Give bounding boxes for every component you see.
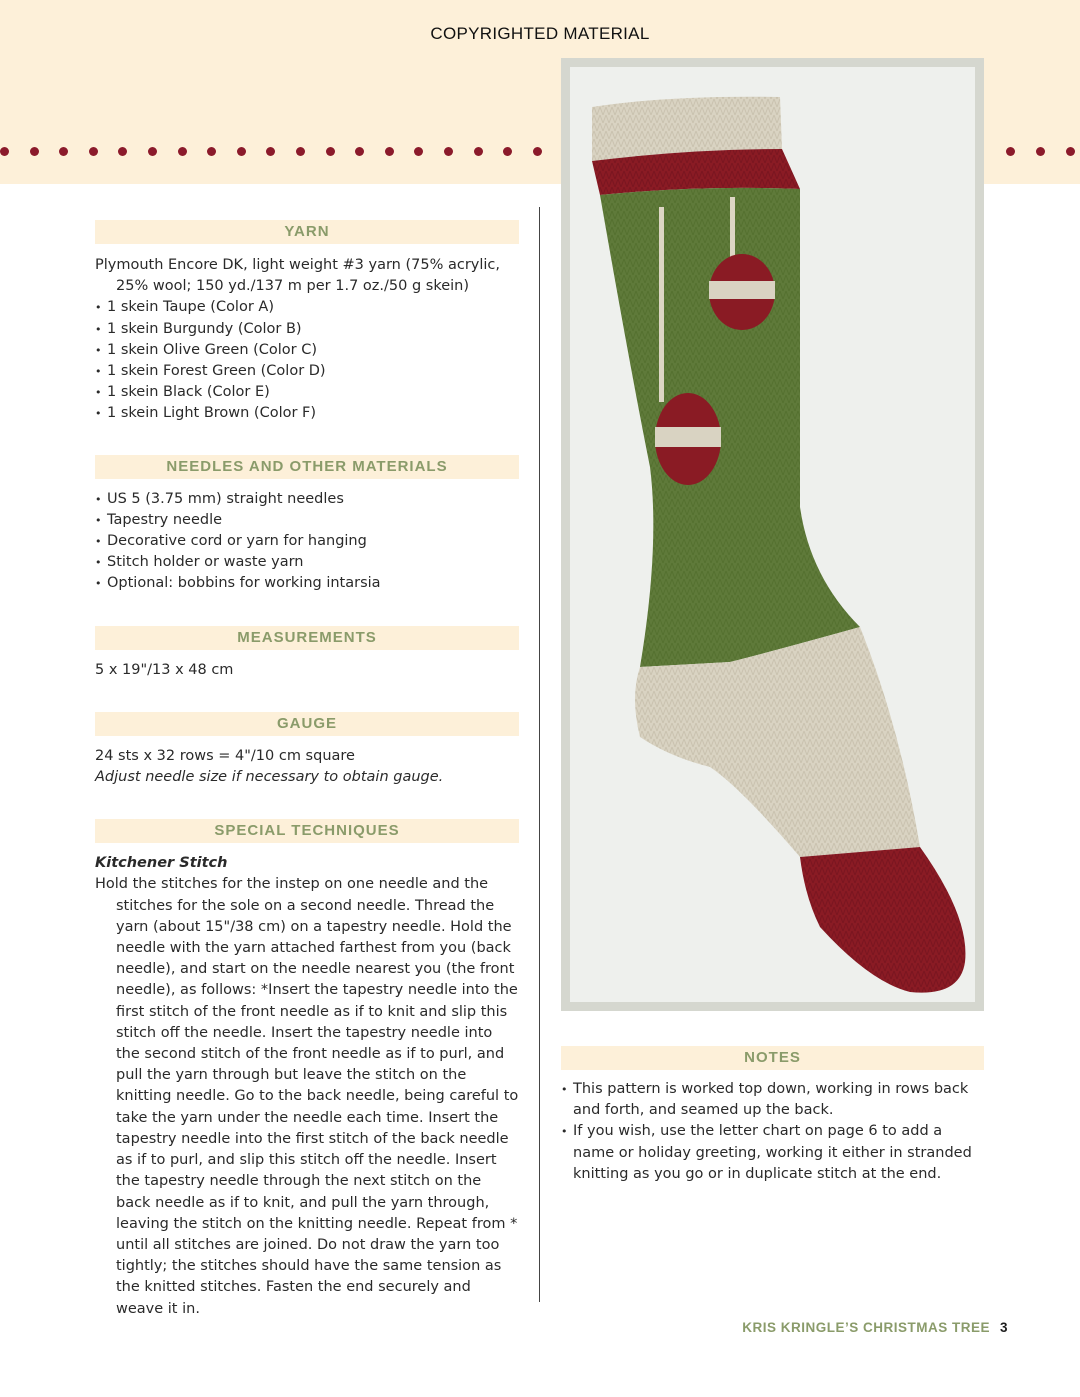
dot (237, 147, 246, 156)
section-heading-gauge: GAUGE (95, 712, 519, 736)
list-item: • 1 skein Burgundy (Color B) (95, 319, 519, 340)
page-footer (742, 1320, 1008, 1335)
footer-title: KRIS KRINGLE’S CHRISTMAS TREE (742, 1320, 990, 1335)
gauge-text: 24 sts x 32 rows = 4"/10 cm square (95, 747, 355, 764)
list-item: • 1 skein Forest Green (Color D) (95, 361, 519, 382)
list-item: • 1 skein Light Brown (Color F) (95, 403, 519, 424)
dot (59, 147, 68, 156)
list-item: • US 5 (3.75 mm) straight needles (95, 489, 519, 510)
dot (1036, 147, 1045, 156)
section-heading-needles: NEEDLES AND OTHER MATERIALS (95, 455, 519, 479)
needles-list (95, 489, 519, 595)
dot (474, 147, 483, 156)
gauge-note: Adjust needle size if necessary to obtain gauge. (95, 769, 444, 786)
dot (296, 147, 305, 156)
list-item: • 1 skein Olive Green (Color C) (95, 340, 519, 361)
stocking-photo-frame (561, 58, 984, 1011)
dot (444, 147, 453, 156)
column-divider (539, 207, 540, 1302)
technique-instructions: Hold the stitches for the instep on one needle and the stitches for the sole on a second needle. Thread the yarn (about 15"/38 cm) on a tapestry needle. Hold the needle with the yarn attached farthest from you (back needle), and start on the needle nearest you (the front needle), as follows: *Insert the tapestry needle into the first stitch of the front needle as if to knit and slip this stitch off the needle. Insert the tapestry needle into the second stitch of the front needle as if to purl, and pull the yarn through but leave the stitch on the knitting needle. Go to the back needle, being careful to take the yarn under the needle each time. Insert the tapestry needle into the first stitch of the back needle as if to purl, and slip this stitch off the needle. Insert the tapestry needle through the next stitch on the back needle as if to knit, and pull the yarn through, leaving the stitch on the knitting needle. Repeat from * until all stitches are joined. Do not draw the yarn too tightly; the stitches should have the same tension as the knitted stitches. Fasten the end securely and weave it in. (95, 876, 519, 1317)
stocking-photo (570, 67, 975, 1002)
list-item: • Decorative cord or yarn for hanging (95, 531, 519, 552)
dot (1006, 147, 1015, 156)
dot (30, 147, 39, 156)
left-column (95, 220, 519, 1320)
copyright-notice: COPYRIGHTED MATERIAL (430, 24, 650, 43)
technique-subtitle: Kitchener Stitch (95, 855, 228, 872)
page-number: 3 (999, 1320, 1008, 1335)
dot (0, 147, 9, 156)
measurements-text: 5 x 19"/13 x 48 cm (95, 661, 234, 678)
list-item: • 1 skein Taupe (Color A) (95, 297, 519, 318)
list-item: • This pattern is worked top down, working in rows back and forth, and seamed up the back. (561, 1079, 984, 1121)
list-item: • Tapestry needle (95, 510, 519, 531)
list-item: • 1 skein Black (Color E) (95, 382, 519, 403)
dot (533, 147, 542, 156)
section-heading-measurements: MEASUREMENTS (95, 626, 519, 650)
list-item: • Stitch holder or waste yarn (95, 552, 519, 573)
dot (148, 147, 157, 156)
list-item: • Optional: bobbins for working intarsia (95, 573, 519, 594)
notes-list (561, 1079, 984, 1185)
dot (266, 147, 275, 156)
dot (1066, 147, 1075, 156)
dot (207, 147, 216, 156)
dot (355, 147, 364, 156)
yarn-list (95, 297, 519, 424)
section-heading-special-techniques: SPECIAL TECHNIQUES (95, 819, 519, 843)
dot (118, 147, 127, 156)
dot (385, 147, 394, 156)
dot (178, 147, 187, 156)
dot (503, 147, 512, 156)
section-heading-notes: NOTES (561, 1046, 984, 1070)
section-heading-yarn: YARN (95, 220, 519, 244)
yarn-description: Plymouth Encore DK, light weight #3 yarn (75% acrylic, 25% wool; 150 yd./137 m per 1.7 oz./50 g skein) (95, 257, 501, 295)
dot (89, 147, 98, 156)
knitted-stocking-illustration (570, 67, 975, 1002)
dot (326, 147, 335, 156)
dot (414, 147, 423, 156)
list-item: • If you wish, use the letter chart on page 6 to add a name or holiday greeting, working it either in stranded knitting as you go or in duplicate stitch at the end. (561, 1121, 984, 1185)
right-column (561, 1046, 984, 1185)
